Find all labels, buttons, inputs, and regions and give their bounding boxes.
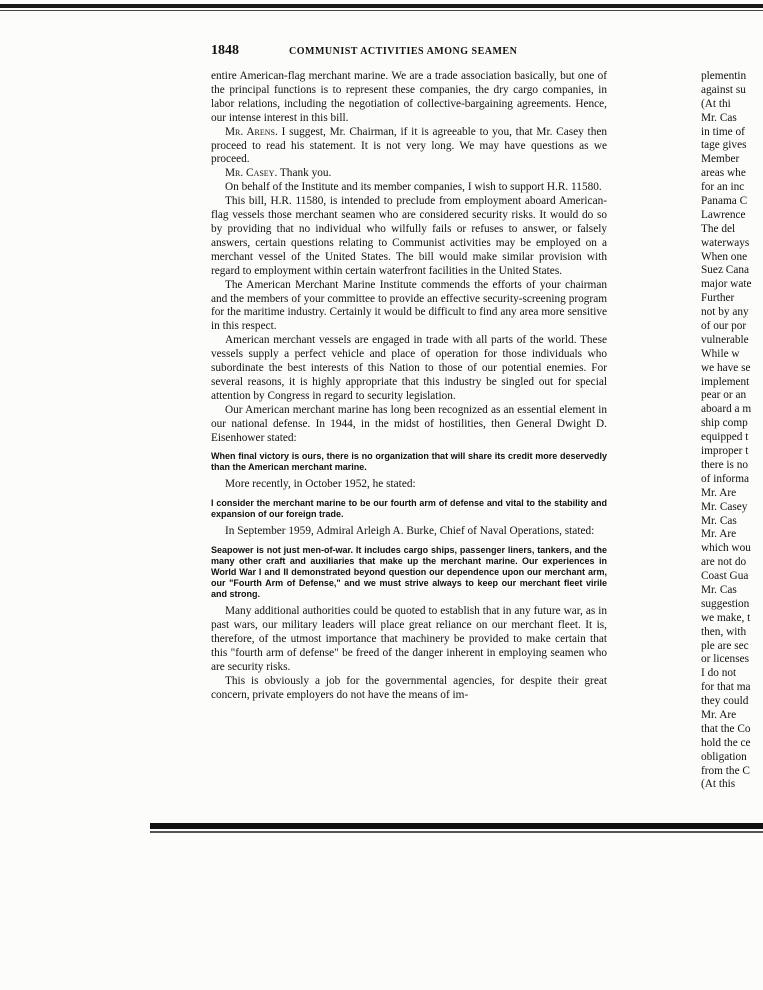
block-quote: I consider the merchant marine to be our fourth arm of defense and vital to the stability and expansion of our foreign trade.: [211, 498, 607, 520]
fragment-line: from the C: [701, 764, 750, 777]
fragment-line: Mr. Casey: [701, 500, 748, 513]
bottom-rule-thin: [150, 831, 763, 833]
body-paragraph: In September 1959, Admiral Arleigh A. Burke, Chief of Naval Operations, stated:: [225, 525, 595, 538]
fragment-line: are not do: [701, 556, 747, 569]
fragment-line: Mr. Cas: [701, 583, 737, 596]
fragment-line: for that ma: [701, 681, 751, 694]
fragment-line: against su: [701, 83, 746, 96]
fragment-line: Panama C: [701, 195, 748, 208]
body-paragraph: American merchant vessels are engaged in trade with all parts of the world. These vessels supply a perfect vehicle and place of operation for those individuals who subordinate the best interests of this Nation to those of our potential enemies. For several reasons, it is highly appropriate that this industry be singled out for special attention by Congress in regard to security legislation.: [211, 334, 607, 402]
fragment-line: Lawrence: [701, 208, 746, 221]
page-number: 1848: [211, 43, 239, 58]
fragment-line: not by any: [701, 306, 749, 319]
fragment-line: Mr. Cas: [701, 111, 737, 124]
fragment-line: there is no: [701, 458, 749, 471]
fragment-line: we make, t: [701, 611, 751, 624]
fragment-line: waterways: [701, 236, 750, 249]
running-title: COMMUNIST ACTIVITIES AMONG SEAMEN: [289, 46, 518, 57]
fragment-line: The del: [701, 222, 736, 235]
fragment-line: tage gives: [701, 139, 747, 152]
main-text-column: [211, 70, 607, 703]
body-paragraph: This bill, H.R. 11580, is intended to preclude from employment aboard American-flag vessels those merchant seamen who are considered security risks. It would do so by providing that no individual who wilfully fails or refuses to answer, or falsely answers, certain questions relating to Communist activities may be employed on a merchant vessel of the United States. The bill would make similar provision with regard to employment within certain waterfront facilities in the United States.: [211, 195, 607, 277]
speaker-name: Mr. Arens.: [225, 125, 278, 138]
fragment-line: we have se: [701, 361, 751, 374]
fragment-line: pear or an: [701, 389, 747, 402]
top-rule-thin: [0, 10, 763, 11]
body-paragraph: Our American merchant marine has long been recognized as an essential element in our national defense. In 1944, in the midst of hostilities, then General Dwight D. Eisenhower stated:: [211, 403, 607, 444]
top-rule: [0, 4, 763, 8]
fragment-line: that the Co: [701, 722, 751, 735]
fragment-line: or licenses: [701, 653, 749, 666]
fragment-line: obligation: [701, 750, 747, 763]
fragment-line: Mr. Are: [701, 528, 737, 541]
fragment-line: ship comp: [701, 417, 748, 430]
fragment-line: hold the ce: [701, 736, 751, 749]
fragment-line: ple are sec: [701, 639, 749, 652]
fragment-line: implement: [701, 375, 750, 388]
fragment-line: major wate: [701, 278, 752, 291]
fragment-line: which wou: [701, 542, 751, 555]
fragment-line: I do not: [701, 667, 737, 680]
fragment-line: While w: [701, 347, 740, 360]
body-paragraph: The American Merchant Marine Institute commends the efforts of your chairman and the members of your committee to provide an effective security-screening program for the maritime industry. Certainly it would be difficult to find any area more sensitive in this respect.: [211, 278, 607, 333]
speaker-name: Mr. Casey.: [225, 167, 278, 180]
fragment-line: Member: [701, 153, 740, 166]
fragment-line: then, with: [701, 625, 747, 638]
fragment-line: Mr. Are: [701, 708, 737, 721]
page-header: [211, 43, 611, 61]
fragment-line: equipped t: [701, 431, 749, 444]
fragment-line: of informa: [701, 472, 749, 485]
fragment-line: for an inc: [701, 181, 745, 194]
fragment-line: (At thi: [701, 97, 731, 110]
fragment-line: Suez Cana: [701, 264, 749, 277]
block-quote: When final victory is ours, there is no organization that will share its credit more deservedly than the American merchant marine.: [211, 451, 607, 473]
block-quote: Seapower is not just men-of-war. It includes cargo ships, passenger liners, tankers, and the many other craft and auxiliaries that make up the merchant marine. Our experiences in World War I and II demonstrated beyond question our dependence upon our merchant arm, our "Fourth Arm of Defense," and we must strive always to keep our merchant fleet virile and strong.: [211, 545, 607, 600]
right-text-column-fragment: [701, 70, 763, 792]
body-paragraph: This is obviously a job for the governmental agencies, for despite their great concern, private employers do not have the means of im-: [211, 674, 607, 701]
body-paragraph: Many additional authorities could be quoted to establish that in any future war, as in past wars, our military leaders will place great reliance on our merchant fleet. It is, therefore, of the utmost importance that machinery be provided to make certain that this "fourth arm of defense" be freed of the danger inherent in employing seamen who are security risks.: [211, 605, 607, 673]
fragment-line: (At this: [701, 778, 736, 791]
fragment-line: areas whe: [701, 167, 746, 180]
fragment-line: in time of: [701, 125, 745, 138]
speaker-paragraph: Mr. Arens. I suggest, Mr. Chairman, if it is agreeable to you, that Mr. Casey then proceed to read his statement. It is not very long. We may have questions as we proceed.: [211, 125, 608, 166]
fragment-line: vulnerable: [701, 333, 749, 346]
fragment-line: plementin: [701, 70, 747, 82]
body-paragraph: More recently, in October 1952, he stated:: [225, 478, 416, 491]
fragment-line: Mr. Are: [701, 486, 737, 499]
fragment-line: of our por: [701, 320, 747, 333]
fragment-line: When one: [701, 250, 748, 263]
fragment-line: Further: [701, 292, 735, 305]
fragment-line: they could: [701, 695, 749, 708]
body-paragraph: On behalf of the Institute and its member companies, I wish to support H.R. 11580.: [225, 181, 602, 194]
fragment-line: suggestion: [701, 597, 750, 610]
bottom-rule: [150, 823, 763, 829]
speaker-paragraph: Mr. Casey. Thank you.: [225, 167, 332, 180]
fragment-line: improper t: [701, 445, 749, 458]
fragment-line: aboard a m: [701, 403, 752, 416]
fragment-line: Mr. Cas: [701, 514, 737, 527]
body-paragraph: entire American-flag merchant marine. We are a trade association basically, but one of the principal functions is to represent these companies, the dry cargo companies, in labor relations, including the negotiation of collective-bargaining agreements. Hence, our intense interest in this bill.: [211, 70, 607, 124]
fragment-line: Coast Gua: [701, 570, 749, 583]
